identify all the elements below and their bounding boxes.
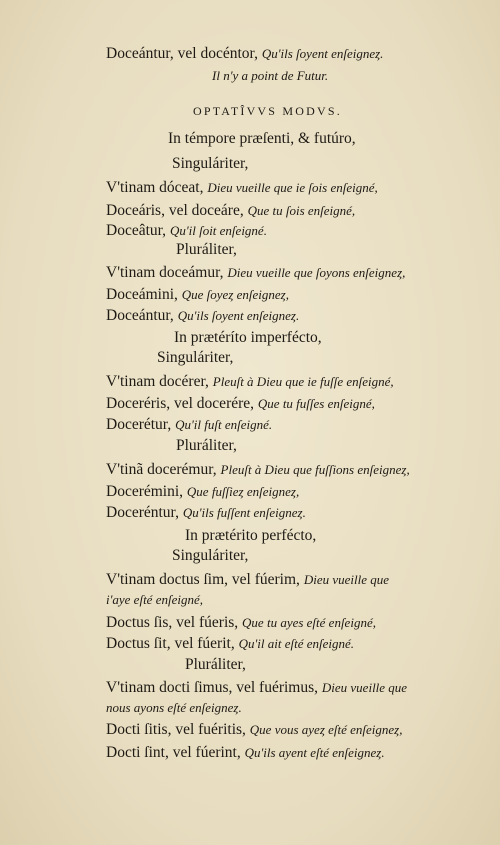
text-line [106, 590, 203, 610]
french-text: Pleuſt à Dieu que ie fuſſe enſeigné, [212, 374, 394, 389]
text-line [106, 482, 299, 502]
text-line [185, 526, 316, 546]
latin-text: Doctus ſit, vel fúerit, [106, 635, 235, 652]
french-text: Qu'il fuſt enſeigné. [175, 417, 273, 432]
latin-text: Singuláriter, [172, 547, 249, 564]
latin-text: V'tinam doctus ſim, vel fúerim, [106, 571, 300, 588]
french-text: Pleuſt à Dieu que fuſſions enſeigneȥ, [220, 462, 410, 477]
text-line [176, 240, 237, 260]
latin-text: V'tinam docérer, [106, 373, 209, 390]
french-text: Dieu vueille que ſoyons enſeigneȥ, [227, 265, 406, 280]
latin-text: Doceáris, vel doceáre, [106, 202, 244, 219]
french-text: Qu'ils ſoyent enſeigneȥ. [177, 308, 300, 323]
latin-text: Doceámini, [106, 286, 178, 303]
text-line [106, 285, 289, 305]
latin-text: Singuláriter, [157, 349, 234, 366]
latin-text: In prætéríto imperfécto, [174, 329, 322, 346]
french-text: Qu'il ſoit enſeigné. [169, 223, 267, 238]
text-line [106, 394, 375, 414]
latin-text: V'tinam doceámur, [106, 264, 224, 281]
section-heading [193, 101, 342, 121]
latin-text: Doceántur, [106, 307, 174, 324]
text-line [212, 66, 328, 86]
text-line [106, 634, 354, 654]
latin-text: Doceántur, vel docéntor, [106, 45, 258, 62]
french-text: Qu'ils fuſſent enſeigneȥ. [182, 505, 306, 520]
latin-text: V'tinã docerémur, [106, 461, 217, 478]
french-text: Que tu ayes eſté enſeigné, [242, 615, 376, 630]
french-text: Dieu vueille que ie ſois enſeigné, [207, 180, 378, 195]
french-text: Dieu vueille que [321, 680, 408, 695]
latin-text: Singuláriter, [172, 155, 249, 172]
french-text: Que fuſſieȥ enſeigneȥ, [186, 484, 300, 499]
text-line [106, 306, 299, 326]
latin-text: Doctus ſis, vel fúeris, [106, 614, 239, 631]
latin-text: V'tinam dóceat, [106, 179, 204, 196]
text-line [185, 655, 246, 675]
text-line [106, 503, 306, 523]
text-line [106, 221, 267, 241]
french-text: Que ſoyeȥ enſeigneȥ, [181, 287, 289, 302]
french-text: nous ayons eſté enſeigneȥ. [106, 700, 242, 715]
french-text: Qu'ils ſoyent enſeigneȥ. [261, 46, 384, 61]
text-line [157, 348, 233, 368]
text-line [106, 613, 376, 633]
latin-text: Docerémini, [106, 483, 184, 500]
latin-text: Docti ſitis, vel fuéritis, [106, 721, 246, 738]
french-text: Que tu fuſſes enſeigné, [257, 396, 375, 411]
text-line [106, 570, 389, 590]
french-text: Qu'il ait eſté enſeigné. [238, 636, 355, 651]
french-text: i'aye eſté enſeigné, [106, 592, 203, 607]
latin-text: Doceâtur, [106, 222, 167, 239]
text-line [106, 698, 242, 718]
french-text: Que vous ayeȥ eſté enſeigneȥ, [249, 722, 403, 737]
latin-text: Doceréris, vel docerére, [106, 395, 255, 412]
text-line [106, 460, 410, 480]
text-line [168, 129, 356, 149]
text-line [106, 44, 383, 64]
text-line [174, 328, 322, 348]
text-line [106, 678, 407, 698]
latin-text: Pluráliter, [176, 241, 237, 258]
text-line [106, 263, 405, 283]
latin-text: V'tinam docti ſimus, vel fuérimus, [106, 679, 319, 696]
heading-text: OPTATÎVVS MODVS. [193, 104, 342, 118]
french-text: Que tu ſois enſeigné, [247, 203, 356, 218]
text-line [106, 720, 403, 740]
text-line [106, 743, 385, 763]
text-line [172, 154, 248, 174]
text-line [172, 546, 248, 566]
latin-text: Docti ſint, vel fúerint, [106, 744, 241, 761]
french-text: Il n'y a point de Futur. [212, 68, 329, 83]
text-line [106, 415, 272, 435]
french-text: Qu'ils ayent eſté enſeigneȥ. [244, 745, 385, 760]
latin-text: Pluráliter, [176, 437, 237, 454]
latin-text: In témpore præſenti, & futúro, [168, 130, 356, 147]
french-text: Dieu vueille que [303, 572, 389, 587]
text-line [176, 436, 237, 456]
latin-text: Pluráliter, [185, 656, 246, 673]
latin-text: Doceréntur, [106, 504, 179, 521]
text-line [106, 372, 394, 392]
text-line [106, 201, 355, 221]
latin-text: In prætérito perfécto, [185, 527, 317, 544]
text-line [106, 178, 378, 198]
latin-text: Docerétur, [106, 416, 172, 433]
